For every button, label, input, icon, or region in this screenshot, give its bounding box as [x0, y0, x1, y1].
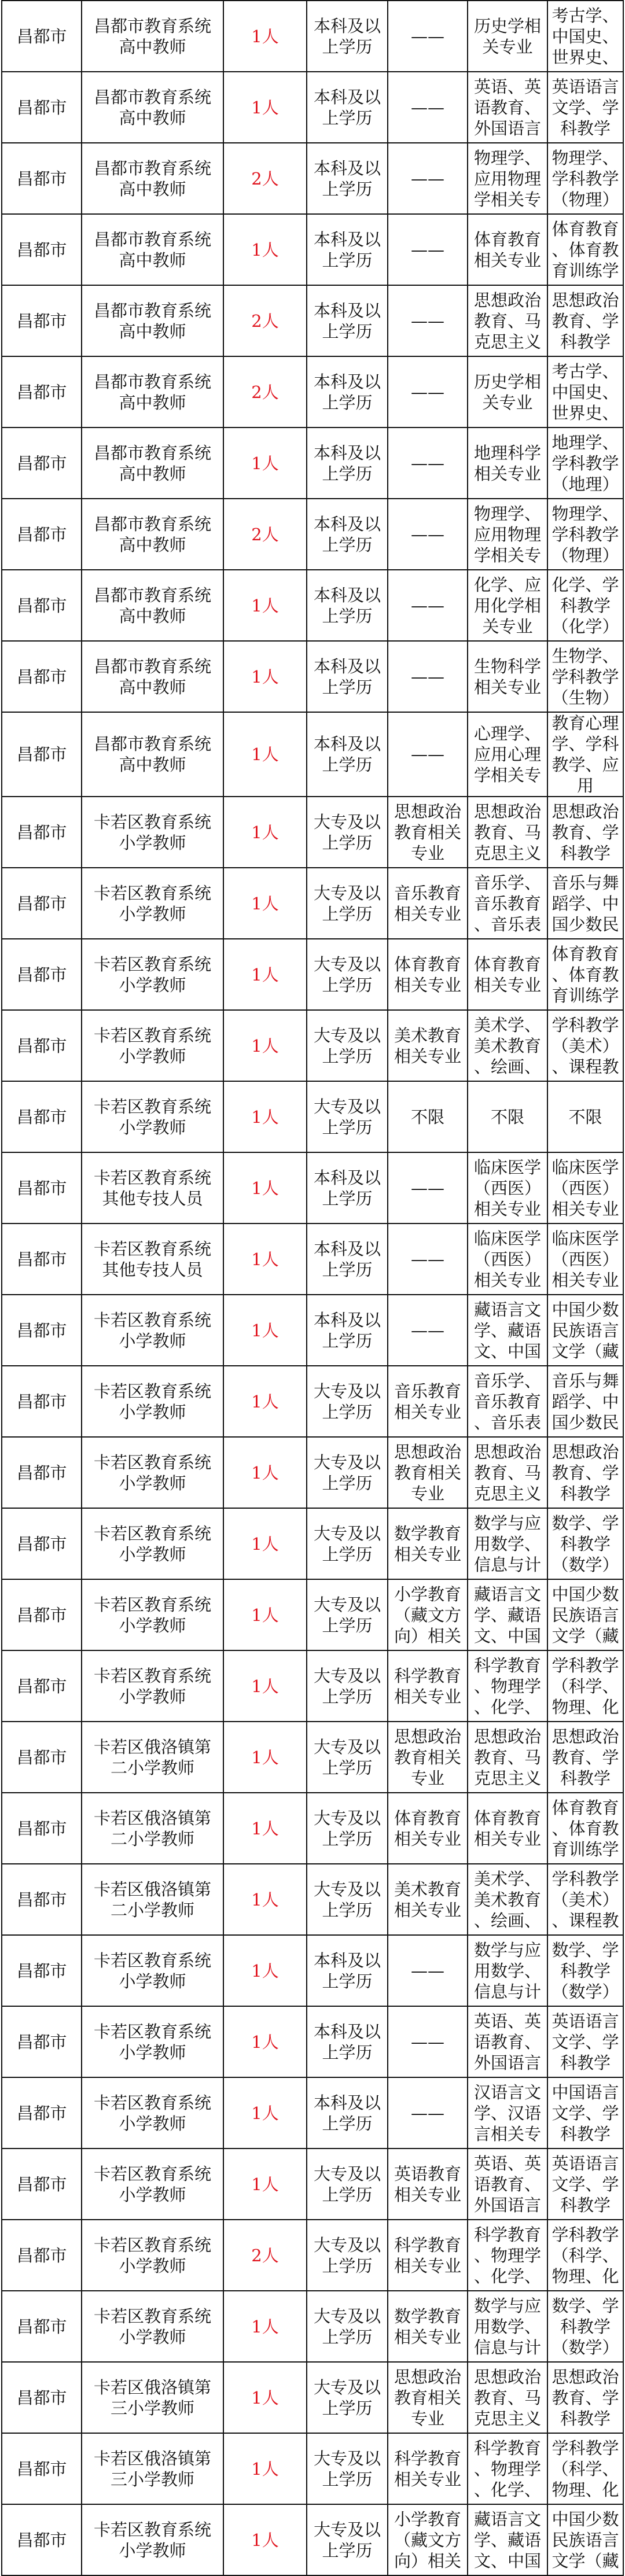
headcount-cell: 1人 — [223, 2362, 307, 2433]
table-row — [2, 1366, 623, 1437]
table-row — [2, 939, 623, 1010]
city-cell: 昌都市 — [2, 1793, 82, 1864]
headcount-cell: 2人 — [223, 285, 307, 356]
headcount-cell: 1人 — [223, 1, 307, 72]
major-bachelor-cell: 英语、英 语教育、 外国语言 — [468, 2148, 547, 2220]
major-junior-college-cell: —— — [388, 72, 468, 143]
city-cell: 昌都市 — [2, 2077, 82, 2148]
headcount-cell: 1人 — [223, 570, 307, 641]
education-cell: 本科及以 上学历 — [307, 2006, 388, 2077]
major-bachelor-cell: 科学教育 、物理学 、化学、 — [468, 1650, 547, 1722]
major-postgraduate-cell: 考古学、 中国史、 世界史、 — [547, 1, 623, 72]
headcount-cell: 1人 — [223, 1722, 307, 1793]
major-bachelor-cell: 地理科学 相关专业 — [468, 428, 547, 499]
major-junior-college-cell: —— — [388, 356, 468, 428]
education-cell: 大专及以 上学历 — [307, 939, 388, 1010]
major-junior-college-cell: —— — [388, 641, 468, 712]
table-row — [2, 1010, 623, 1081]
major-junior-college-cell: 体育教育 相关专业 — [388, 939, 468, 1010]
major-junior-college-cell: 科学教育 相关专业 — [388, 2433, 468, 2504]
city-cell: 昌都市 — [2, 2504, 82, 2575]
city-cell: 昌都市 — [2, 2362, 82, 2433]
major-postgraduate-cell: 音乐与舞 蹈学、中 国少数民 — [547, 868, 623, 939]
major-junior-college-cell: 音乐教育 相关专业 — [388, 868, 468, 939]
major-bachelor-cell: 历史学相 关专业 — [468, 1, 547, 72]
post-cell: 卡若区俄洛镇第 二小学教师 — [82, 1722, 223, 1793]
table-row — [2, 712, 623, 797]
post-cell: 昌都市教育系统 高中教师 — [82, 285, 223, 356]
table-row — [2, 2433, 623, 2504]
education-cell: 大专及以 上学历 — [307, 797, 388, 868]
education-cell: 本科及以 上学历 — [307, 356, 388, 428]
education-cell: 大专及以 上学历 — [307, 2362, 388, 2433]
major-bachelor-cell: 体育教育 相关专业 — [468, 214, 547, 285]
headcount-cell: 1人 — [223, 2433, 307, 2504]
major-bachelor-cell: 思想政治 教育、马 克思主义 — [468, 797, 547, 868]
city-cell: 昌都市 — [2, 285, 82, 356]
major-junior-college-cell: —— — [388, 1152, 468, 1223]
headcount-cell: 1人 — [223, 2077, 307, 2148]
post-cell: 卡若区教育系统 小学教师 — [82, 1579, 223, 1650]
city-cell: 昌都市 — [2, 712, 82, 797]
major-bachelor-cell: 数学与应 用数学、 信息与计 — [468, 2291, 547, 2362]
headcount-cell: 1人 — [223, 1864, 307, 1935]
headcount-cell: 1人 — [223, 1366, 307, 1437]
post-cell: 卡若区教育系统 小学教师 — [82, 1081, 223, 1152]
major-bachelor-cell: 物理学、 应用物理 学相关专 — [468, 499, 547, 570]
major-junior-college-cell: —— — [388, 428, 468, 499]
education-cell: 大专及以 上学历 — [307, 2148, 388, 2220]
major-bachelor-cell: 美术学、 美术教育 、绘画、 — [468, 1864, 547, 1935]
headcount-cell: 2人 — [223, 143, 307, 214]
post-cell: 卡若区教育系统 小学教师 — [82, 2148, 223, 2220]
major-junior-college-cell: 体育教育 相关专业 — [388, 1793, 468, 1864]
education-cell: 大专及以 上学历 — [307, 2291, 388, 2362]
major-bachelor-cell: 藏语言文 学、藏语 文、中国 — [468, 1295, 547, 1366]
education-cell: 本科及以 上学历 — [307, 1152, 388, 1223]
city-cell: 昌都市 — [2, 2291, 82, 2362]
city-cell: 昌都市 — [2, 1010, 82, 1081]
education-cell: 本科及以 上学历 — [307, 1, 388, 72]
city-cell: 昌都市 — [2, 1508, 82, 1579]
city-cell: 昌都市 — [2, 72, 82, 143]
city-cell: 昌都市 — [2, 1579, 82, 1650]
major-junior-college-cell: 数学教育 相关专业 — [388, 1508, 468, 1579]
education-cell: 本科及以 上学历 — [307, 570, 388, 641]
post-cell: 卡若区教育系统 小学教师 — [82, 1437, 223, 1508]
headcount-cell: 1人 — [223, 797, 307, 868]
post-cell: 卡若区教育系统 小学教师 — [82, 868, 223, 939]
major-postgraduate-cell: 不限 — [547, 1081, 623, 1152]
education-cell: 大专及以 上学历 — [307, 1650, 388, 1722]
major-junior-college-cell: 英语教育 相关专业 — [388, 2148, 468, 2220]
education-cell: 大专及以 上学历 — [307, 868, 388, 939]
city-cell: 昌都市 — [2, 1935, 82, 2006]
city-cell: 昌都市 — [2, 1295, 82, 1366]
education-cell: 大专及以 上学历 — [307, 1579, 388, 1650]
major-postgraduate-cell: 英语语言 文学、学 科教学 — [547, 72, 623, 143]
education-cell: 大专及以 上学历 — [307, 1366, 388, 1437]
major-junior-college-cell: 小学教育 （藏文方 向）相关 — [388, 2504, 468, 2575]
table-row — [2, 1437, 623, 1508]
education-cell: 大专及以 上学历 — [307, 1437, 388, 1508]
education-cell: 本科及以 上学历 — [307, 2077, 388, 2148]
post-cell: 卡若区教育系统 小学教师 — [82, 1650, 223, 1722]
education-cell: 大专及以 上学历 — [307, 1508, 388, 1579]
major-bachelor-cell: 科学教育 、物理学 、化学、 — [468, 2433, 547, 2504]
headcount-cell: 1人 — [223, 2006, 307, 2077]
major-postgraduate-cell: 物理学、 学科教学 （物理） — [547, 499, 623, 570]
city-cell: 昌都市 — [2, 1223, 82, 1295]
city-cell: 昌都市 — [2, 1437, 82, 1508]
table-row — [2, 2148, 623, 2220]
major-junior-college-cell: —— — [388, 285, 468, 356]
city-cell: 昌都市 — [2, 868, 82, 939]
table-row — [2, 72, 623, 143]
city-cell: 昌都市 — [2, 1722, 82, 1793]
major-junior-college-cell: 数学教育 相关专业 — [388, 2291, 468, 2362]
headcount-cell: 1人 — [223, 939, 307, 1010]
headcount-cell: 1人 — [223, 1935, 307, 2006]
major-postgraduate-cell: 思想政治 教育、学 科教学 — [547, 797, 623, 868]
table-row — [2, 1793, 623, 1864]
headcount-cell: 1人 — [223, 2148, 307, 2220]
post-cell: 昌都市教育系统 高中教师 — [82, 214, 223, 285]
post-cell: 卡若区俄洛镇第 二小学教师 — [82, 1864, 223, 1935]
major-bachelor-cell: 化学、应 用化学相 关专业 — [468, 570, 547, 641]
education-cell: 大专及以 上学历 — [307, 2504, 388, 2575]
education-cell: 本科及以 上学历 — [307, 143, 388, 214]
major-bachelor-cell: 体育教育 相关专业 — [468, 1793, 547, 1864]
city-cell: 昌都市 — [2, 2433, 82, 2504]
major-bachelor-cell: 体育教育 相关专业 — [468, 939, 547, 1010]
education-cell: 本科及以 上学历 — [307, 499, 388, 570]
headcount-cell: 1人 — [223, 1295, 307, 1366]
headcount-cell: 2人 — [223, 356, 307, 428]
major-junior-college-cell: —— — [388, 143, 468, 214]
major-bachelor-cell: 藏语言文 学、藏语 文、中国 — [468, 2504, 547, 2575]
major-junior-college-cell: —— — [388, 1295, 468, 1366]
major-postgraduate-cell: 音乐与舞 蹈学、中 国少数民 — [547, 1366, 623, 1437]
education-cell: 大专及以 上学历 — [307, 1010, 388, 1081]
headcount-cell: 1人 — [223, 712, 307, 797]
major-postgraduate-cell: 中国少数 民族语言 文学（藏 — [547, 1579, 623, 1650]
major-postgraduate-cell: 思想政治 教育、学 科教学 — [547, 1722, 623, 1793]
education-cell: 本科及以 上学历 — [307, 285, 388, 356]
table-row — [2, 570, 623, 641]
headcount-cell: 1人 — [223, 1437, 307, 1508]
city-cell: 昌都市 — [2, 499, 82, 570]
education-cell: 本科及以 上学历 — [307, 712, 388, 797]
major-junior-college-cell: —— — [388, 712, 468, 797]
city-cell: 昌都市 — [2, 214, 82, 285]
major-junior-college-cell: —— — [388, 214, 468, 285]
major-bachelor-cell: 思想政治 教育、马 克思主义 — [468, 285, 547, 356]
education-cell: 大专及以 上学历 — [307, 2433, 388, 2504]
major-postgraduate-cell: 学科教学 （科学、 物理、化 — [547, 2433, 623, 2504]
headcount-cell: 1人 — [223, 868, 307, 939]
education-cell: 大专及以 上学历 — [307, 1793, 388, 1864]
major-postgraduate-cell: 学科教学 （科学、 物理、化 — [547, 1650, 623, 1722]
major-junior-college-cell: —— — [388, 1935, 468, 2006]
city-cell: 昌都市 — [2, 1366, 82, 1437]
city-cell: 昌都市 — [2, 797, 82, 868]
major-junior-college-cell: —— — [388, 1223, 468, 1295]
major-postgraduate-cell: 数学、学 科教学 （数学） — [547, 1508, 623, 1579]
post-cell: 昌都市教育系统 高中教师 — [82, 428, 223, 499]
table-row — [2, 1, 623, 72]
table-row — [2, 2077, 623, 2148]
major-postgraduate-cell: 思想政治 教育、学 科教学 — [547, 285, 623, 356]
major-postgraduate-cell: 生物学、 学科教学 （生物） — [547, 641, 623, 712]
post-cell: 卡若区教育系统 小学教师 — [82, 2077, 223, 2148]
recruitment-table — [1, 0, 624, 2576]
education-cell: 本科及以 上学历 — [307, 72, 388, 143]
major-junior-college-cell: 小学教育 （藏文方 向）相关 — [388, 1579, 468, 1650]
major-junior-college-cell: 思想政治 教育相关 专业 — [388, 1437, 468, 1508]
table-row — [2, 2006, 623, 2077]
headcount-cell: 1人 — [223, 2504, 307, 2575]
post-cell: 卡若区教育系统 小学教师 — [82, 2291, 223, 2362]
post-cell: 卡若区教育系统 小学教师 — [82, 1010, 223, 1081]
table-row — [2, 1152, 623, 1223]
education-cell: 本科及以 上学历 — [307, 428, 388, 499]
major-bachelor-cell: 思想政治 教育、马 克思主义 — [468, 2362, 547, 2433]
major-bachelor-cell: 数学与应 用数学、 信息与计 — [468, 1508, 547, 1579]
major-bachelor-cell: 英语、英 语教育、 外国语言 — [468, 2006, 547, 2077]
education-cell: 大专及以 上学历 — [307, 1864, 388, 1935]
major-junior-college-cell: —— — [388, 2006, 468, 2077]
major-postgraduate-cell: 物理学、 学科教学 （物理） — [547, 143, 623, 214]
post-cell: 昌都市教育系统 高中教师 — [82, 641, 223, 712]
table-row — [2, 2362, 623, 2433]
table-row — [2, 1081, 623, 1152]
table-row — [2, 428, 623, 499]
table-row — [2, 356, 623, 428]
major-junior-college-cell: 美术教育 相关专业 — [388, 1864, 468, 1935]
table-row — [2, 285, 623, 356]
table-row — [2, 2220, 623, 2291]
city-cell: 昌都市 — [2, 939, 82, 1010]
education-cell: 本科及以 上学历 — [307, 214, 388, 285]
major-bachelor-cell: 临床医学 （西医） 相关专业 — [468, 1152, 547, 1223]
headcount-cell: 1人 — [223, 1081, 307, 1152]
post-cell: 卡若区俄洛镇第 三小学教师 — [82, 2362, 223, 2433]
major-bachelor-cell: 思想政治 教育、马 克思主义 — [468, 1722, 547, 1793]
table-row — [2, 797, 623, 868]
major-bachelor-cell: 音乐学、 音乐教育 、音乐表 — [468, 868, 547, 939]
major-postgraduate-cell: 教育心理 学、学科 教学、应用 — [547, 712, 623, 797]
headcount-cell: 1人 — [223, 1223, 307, 1295]
post-cell: 卡若区教育系统 小学教师 — [82, 797, 223, 868]
major-junior-college-cell: —— — [388, 2077, 468, 2148]
city-cell: 昌都市 — [2, 1152, 82, 1223]
post-cell: 昌都市教育系统 高中教师 — [82, 1, 223, 72]
headcount-cell: 1人 — [223, 72, 307, 143]
city-cell: 昌都市 — [2, 143, 82, 214]
major-junior-college-cell: 美术教育 相关专业 — [388, 1010, 468, 1081]
major-postgraduate-cell: 体育教育 、体育教 育训练学 — [547, 1793, 623, 1864]
major-postgraduate-cell: 体育教育 、体育教 育训练学 — [547, 214, 623, 285]
major-bachelor-cell: 生物科学 相关专业 — [468, 641, 547, 712]
post-cell: 昌都市教育系统 高中教师 — [82, 499, 223, 570]
city-cell: 昌都市 — [2, 356, 82, 428]
education-cell: 大专及以 上学历 — [307, 1722, 388, 1793]
major-postgraduate-cell: 地理学、 学科教学 （地理） — [547, 428, 623, 499]
major-postgraduate-cell: 数学、学 科教学 （数学） — [547, 2291, 623, 2362]
major-bachelor-cell: 藏语言文 学、藏语 文、中国 — [468, 1579, 547, 1650]
major-postgraduate-cell: 学科教学 （美术） 、课程教 — [547, 1864, 623, 1935]
post-cell: 卡若区教育系统 小学教师 — [82, 2006, 223, 2077]
headcount-cell: 1人 — [223, 428, 307, 499]
city-cell: 昌都市 — [2, 641, 82, 712]
post-cell: 卡若区教育系统 小学教师 — [82, 1295, 223, 1366]
post-cell: 卡若区俄洛镇第 三小学教师 — [82, 2433, 223, 2504]
education-cell: 本科及以 上学历 — [307, 1935, 388, 2006]
post-cell: 昌都市教育系统 高中教师 — [82, 712, 223, 797]
major-junior-college-cell: 思想政治 教育相关 专业 — [388, 1722, 468, 1793]
city-cell: 昌都市 — [2, 428, 82, 499]
major-junior-college-cell: 思想政治 教育相关 专业 — [388, 797, 468, 868]
major-postgraduate-cell: 英语语言 文学、学 科教学 — [547, 2148, 623, 2220]
major-postgraduate-cell: 中国少数 民族语言 文学（藏 — [547, 2504, 623, 2575]
post-cell: 卡若区教育系统 其他专技人员 — [82, 1152, 223, 1223]
major-junior-college-cell: —— — [388, 570, 468, 641]
table-row — [2, 1864, 623, 1935]
table-row — [2, 1650, 623, 1722]
city-cell: 昌都市 — [2, 2220, 82, 2291]
major-postgraduate-cell: 学科教学 （美术） 、课程教 — [547, 1010, 623, 1081]
major-bachelor-cell: 不限 — [468, 1081, 547, 1152]
table-row — [2, 1223, 623, 1295]
city-cell: 昌都市 — [2, 570, 82, 641]
major-postgraduate-cell: 临床医学 （西医） 相关专业 — [547, 1152, 623, 1223]
major-postgraduate-cell: 思想政治 教育、学 科教学 — [547, 1437, 623, 1508]
table-row — [2, 1935, 623, 2006]
major-postgraduate-cell: 中国少数 民族语言 文学（藏 — [547, 1295, 623, 1366]
post-cell: 卡若区教育系统 其他专技人员 — [82, 1223, 223, 1295]
major-bachelor-cell: 数学与应 用数学、 信息与计 — [468, 1935, 547, 2006]
major-postgraduate-cell: 考古学、 中国史、 世界史、 — [547, 356, 623, 428]
major-postgraduate-cell: 中国语言 文学、学 科教学 — [547, 2077, 623, 2148]
table-body — [2, 1, 623, 2575]
major-postgraduate-cell: 数学、学 科教学 （数学） — [547, 1935, 623, 2006]
post-cell: 昌都市教育系统 高中教师 — [82, 356, 223, 428]
city-cell: 昌都市 — [2, 1864, 82, 1935]
headcount-cell: 1人 — [223, 1152, 307, 1223]
major-bachelor-cell: 汉语言文 学、汉语 言相关专 — [468, 2077, 547, 2148]
city-cell: 昌都市 — [2, 1081, 82, 1152]
major-postgraduate-cell: 英语语言 文学、学 科教学 — [547, 2006, 623, 2077]
headcount-cell: 1人 — [223, 1010, 307, 1081]
major-junior-college-cell: —— — [388, 499, 468, 570]
table-row — [2, 1295, 623, 1366]
city-cell: 昌都市 — [2, 1650, 82, 1722]
education-cell: 本科及以 上学历 — [307, 641, 388, 712]
post-cell: 卡若区俄洛镇第 二小学教师 — [82, 1793, 223, 1864]
major-junior-college-cell: —— — [388, 1, 468, 72]
major-postgraduate-cell: 临床医学 （西医） 相关专业 — [547, 1223, 623, 1295]
headcount-cell: 2人 — [223, 499, 307, 570]
major-postgraduate-cell: 化学、学 科教学 （化学） — [547, 570, 623, 641]
major-junior-college-cell: 音乐教育 相关专业 — [388, 1366, 468, 1437]
major-bachelor-cell: 思想政治 教育、马 克思主义 — [468, 1437, 547, 1508]
city-cell: 昌都市 — [2, 2148, 82, 2220]
headcount-cell: 1人 — [223, 1793, 307, 1864]
post-cell: 卡若区教育系统 小学教师 — [82, 939, 223, 1010]
major-junior-college-cell: 思想政治 教育相关 专业 — [388, 2362, 468, 2433]
major-bachelor-cell: 心理学、 应用心理 学相关专 — [468, 712, 547, 797]
major-postgraduate-cell: 思想政治 教育、学 科教学 — [547, 2362, 623, 2433]
major-bachelor-cell: 英语、英 语教育、 外国语言 — [468, 72, 547, 143]
headcount-cell: 2人 — [223, 2220, 307, 2291]
major-bachelor-cell: 历史学相 关专业 — [468, 356, 547, 428]
education-cell: 本科及以 上学历 — [307, 1295, 388, 1366]
major-postgraduate-cell: 体育教育 、体育教 育训练学 — [547, 939, 623, 1010]
table-row — [2, 2291, 623, 2362]
headcount-cell: 1人 — [223, 2291, 307, 2362]
major-bachelor-cell: 音乐学、 音乐教育 、音乐表 — [468, 1366, 547, 1437]
major-bachelor-cell: 美术学、 美术教育 、绘画、 — [468, 1010, 547, 1081]
major-postgraduate-cell: 学科教学 （科学、 物理、化 — [547, 2220, 623, 2291]
city-cell: 昌都市 — [2, 1, 82, 72]
headcount-cell: 1人 — [223, 641, 307, 712]
post-cell: 卡若区教育系统 小学教师 — [82, 2504, 223, 2575]
table-row — [2, 499, 623, 570]
major-bachelor-cell: 临床医学 （西医） 相关专业 — [468, 1223, 547, 1295]
post-cell: 昌都市教育系统 高中教师 — [82, 143, 223, 214]
post-cell: 卡若区教育系统 小学教师 — [82, 2220, 223, 2291]
table-row — [2, 868, 623, 939]
major-bachelor-cell: 科学教育 、物理学 、化学、 — [468, 2220, 547, 2291]
post-cell: 昌都市教育系统 高中教师 — [82, 570, 223, 641]
education-cell: 本科及以 上学历 — [307, 1223, 388, 1295]
major-junior-college-cell: 科学教育 相关专业 — [388, 1650, 468, 1722]
major-bachelor-cell: 物理学、 应用物理 学相关专 — [468, 143, 547, 214]
education-cell: 大专及以 上学历 — [307, 2220, 388, 2291]
post-cell: 卡若区教育系统 小学教师 — [82, 1935, 223, 2006]
table-row — [2, 1508, 623, 1579]
major-junior-college-cell: 不限 — [388, 1081, 468, 1152]
table-row — [2, 1722, 623, 1793]
post-cell: 卡若区教育系统 小学教师 — [82, 1366, 223, 1437]
table-row — [2, 2504, 623, 2575]
table-row — [2, 214, 623, 285]
post-cell: 昌都市教育系统 高中教师 — [82, 72, 223, 143]
city-cell: 昌都市 — [2, 2006, 82, 2077]
post-cell: 卡若区教育系统 小学教师 — [82, 1508, 223, 1579]
table-row — [2, 1579, 623, 1650]
table-row — [2, 641, 623, 712]
headcount-cell: 1人 — [223, 1650, 307, 1722]
major-junior-college-cell: 科学教育 相关专业 — [388, 2220, 468, 2291]
headcount-cell: 1人 — [223, 1579, 307, 1650]
table-row — [2, 143, 623, 214]
headcount-cell: 1人 — [223, 1508, 307, 1579]
headcount-cell: 1人 — [223, 214, 307, 285]
education-cell: 大专及以 上学历 — [307, 1081, 388, 1152]
